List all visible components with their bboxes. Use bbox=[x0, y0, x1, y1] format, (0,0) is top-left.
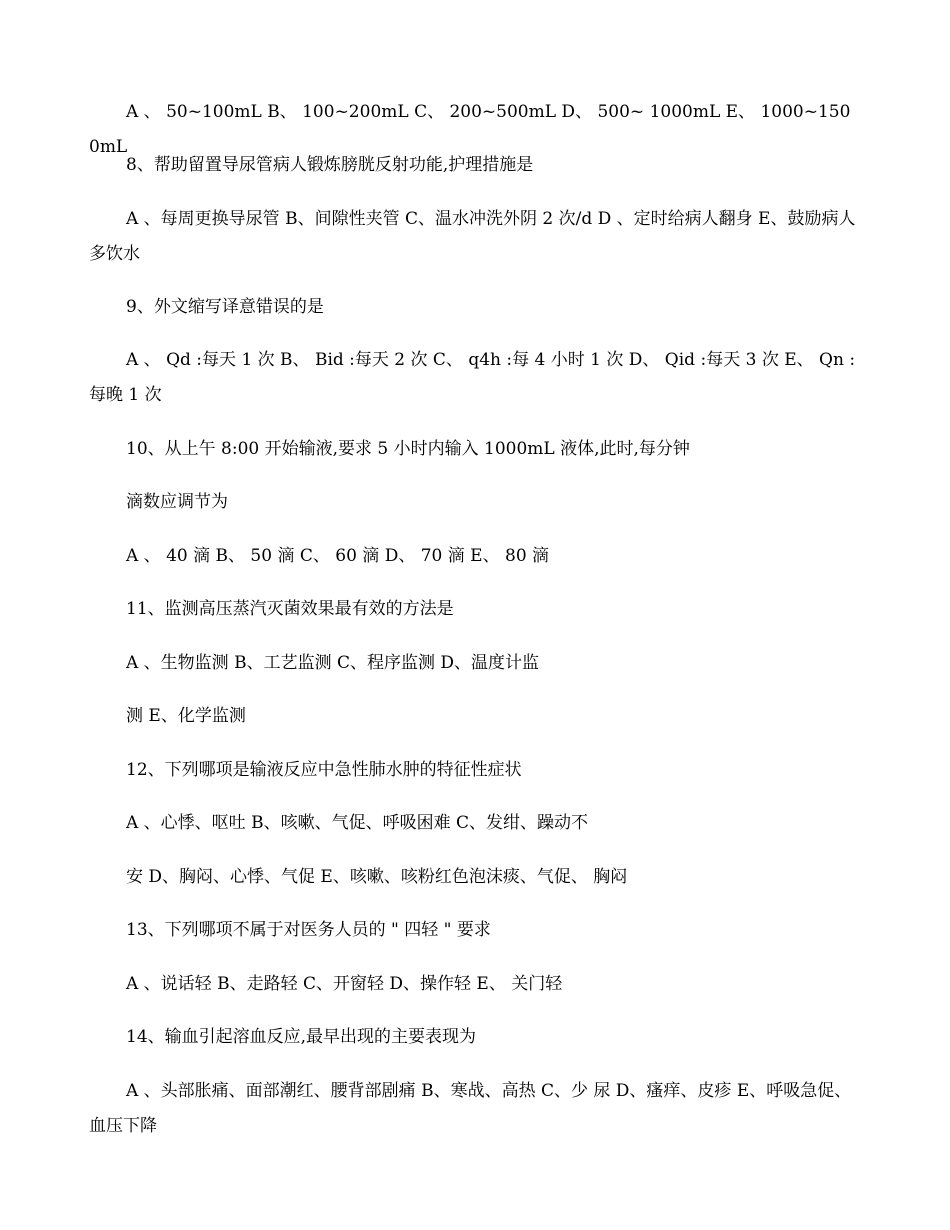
question-10-continued: 滴数应调节为 bbox=[126, 492, 228, 512]
answer-options-q12: A 、心悸、呕吐 B、咳嗽、气促、呼吸困难 C、发绀、躁动不 bbox=[126, 813, 588, 833]
question-11: 11、监测高压蒸汽灭菌效果最有效的方法是 bbox=[126, 599, 454, 619]
question-8: 8、帮助留置导尿管病人锻炼膀胱反射功能,护理措施是 bbox=[126, 155, 534, 175]
answer-options-q9: A 、 Qd :每天 1 次 B、 Bid :每天 2 次 C、 q4h :每 4 小时 1 次 D、 Qid :每天 3 次 E、 Qn :每晚 1 次 bbox=[89, 350, 856, 405]
question-10: 10、从上午 8:00 开始输液,要求 5 小时内输入 1000mL 液体,此时,每分钟 bbox=[126, 439, 690, 459]
answer-options-q11: A 、生物监测 B、工艺监测 C、程序监测 D、温度计监 bbox=[126, 653, 540, 673]
answer-options-q13: A 、说话轻 B、走路轻 C、开窗轻 D、操作轻 E、 关门轻 bbox=[126, 974, 563, 994]
question-12: 12、下列哪项是输液反应中急性肺水肿的特征性症状 bbox=[126, 760, 522, 780]
answer-options-q14: A 、头部胀痛、面部潮红、腰背部剧痛 B、寒战、高热 C、少 尿 D、瘙痒、皮疹 E、呼吸急促、血压下降 bbox=[89, 1081, 852, 1136]
answer-options-q11-continued: 测 E、化学监测 bbox=[126, 706, 246, 726]
answer-options-q12-continued: 安 D、胸闷、心悸、气促 E、咳嗽、咳粉红色泡沫痰、气促、 胸闷 bbox=[126, 867, 628, 887]
question-13: 13、下列哪项不属于对医务人员的 " 四轻 " 要求 bbox=[126, 920, 491, 940]
answer-options-q7: A 、 50~100mL B、 100~200mL C、 200~500mL D、 500~ 1000mL E、 1000~1500mL bbox=[89, 102, 851, 157]
question-9: 9、外文缩写译意错误的是 bbox=[126, 297, 324, 317]
answer-options-q10: A 、 40 滴 B、 50 滴 C、 60 滴 D、 70 滴 E、 80 滴 bbox=[126, 546, 550, 566]
answer-options-q8: A 、每周更换导尿管 B、间隙性夹管 C、温水冲洗外阴 2 次/d D 、定时给病人翻身 E、鼓励病人多饮水 bbox=[89, 209, 856, 264]
question-14: 14、输血引起溶血反应,最早出现的主要表现为 bbox=[126, 1027, 477, 1047]
